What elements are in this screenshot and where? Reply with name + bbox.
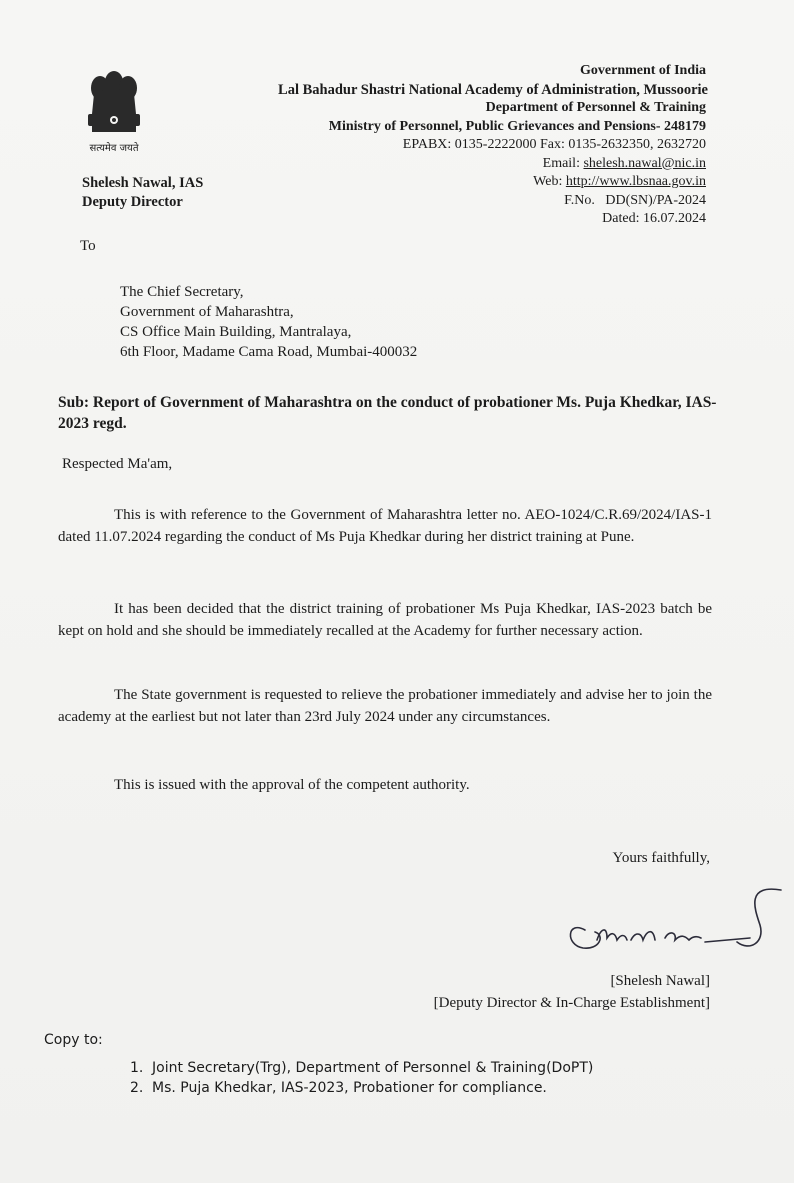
subject-line: Sub: Report of Government of Maharashtra on the conduct of probationer Ms. Puja Khedkar, IAS-2023 regd. [58, 394, 717, 432]
signatory-block [434, 970, 710, 1014]
header-email-line [236, 155, 706, 174]
sender-name: Shelesh Nawal, IAS [82, 175, 204, 191]
letter-date: Dated: 16.07.2024 [602, 211, 706, 226]
handwritten-signature [545, 880, 794, 960]
copy-to-label: Copy to: [44, 1032, 103, 1048]
header-ministry: Ministry of Personnel, Public Grievances and Pensions- 248179 [328, 118, 706, 134]
paragraph-2 [58, 598, 712, 642]
copy-to-list [130, 1058, 593, 1098]
header-phone: EPABX: 0135-2222000 Fax: 0135-2632350, 2632720 [402, 137, 706, 152]
list-number: 1. [130, 1060, 144, 1076]
email-link[interactable]: shelesh.nawal@nic.in [583, 155, 706, 171]
paragraph-3 [58, 684, 712, 728]
sender-block [82, 174, 203, 212]
list-item [130, 1058, 593, 1078]
salutation: Respected Ma'am, [62, 456, 173, 472]
email-label: Email: [542, 155, 584, 171]
sender-designation: Deputy Director [82, 194, 183, 210]
web-label: Web: [533, 174, 566, 189]
list-text: Joint Secretary(Trg), Department of Personnel & Training(DoPT) [152, 1060, 594, 1076]
header-web-line [236, 173, 706, 192]
signatory-name: [Shelesh Nawal] [610, 973, 710, 989]
paragraph-2-text: It has been decided that the district training of probationer Ms Puja Khedkar, IAS-2023 batch be kept on hold and she should be immediately recalled at the Academy for further necessary action. [58, 601, 712, 639]
paragraph-4-text: This is issued with the approval of the competent authority. [114, 777, 470, 793]
header-department: Department of Personnel & Training [485, 100, 706, 115]
addressee-line: 6th Floor, Madame Cama Road, Mumbai-400032 [120, 344, 418, 360]
paragraph-4 [58, 774, 712, 796]
file-number: F.No. DD(SN)/PA-2024 [564, 192, 706, 208]
paragraph-3-text: The State government is requested to relieve the probationer immediately and advise her to join the academy at the earliest but not later than 23rd July 2024 under any circumstances. [58, 687, 712, 725]
list-text: Ms. Puja Khedkar, IAS-2023, Probationer for compliance. [152, 1080, 547, 1096]
signatory-title: [Deputy Director & In-Charge Establishment] [433, 995, 710, 1011]
header-government: Government of India [580, 63, 706, 78]
addressee-line: Government of Maharashtra, [120, 304, 294, 320]
paragraph-1-text: This is with reference to the Government of Maharashtra letter no. AEO-1024/C.R.69/2024/IAS-1 dated 11.07.2024 regarding the conduct of Ms Puja Khedkar during her district training at Pune. [58, 507, 712, 545]
addressee-line: The Chief Secretary, [120, 284, 244, 300]
letterhead [236, 62, 706, 229]
emblem-motto: सत्यमेव जयते [89, 143, 139, 154]
addressee-line: CS Office Main Building, Mantralaya, [120, 324, 352, 340]
header-academy: Lal Bahadur Shastri National Academy of Administration, Mussoorie [278, 81, 708, 98]
list-number: 2. [130, 1080, 144, 1096]
web-link[interactable]: http://www.lbsnaa.gov.in [565, 174, 706, 189]
closing: Yours faithfully, [612, 850, 710, 866]
paragraph-1 [58, 504, 712, 548]
list-item [130, 1078, 593, 1098]
to-label: To [80, 238, 96, 254]
addressee-block [120, 282, 417, 362]
